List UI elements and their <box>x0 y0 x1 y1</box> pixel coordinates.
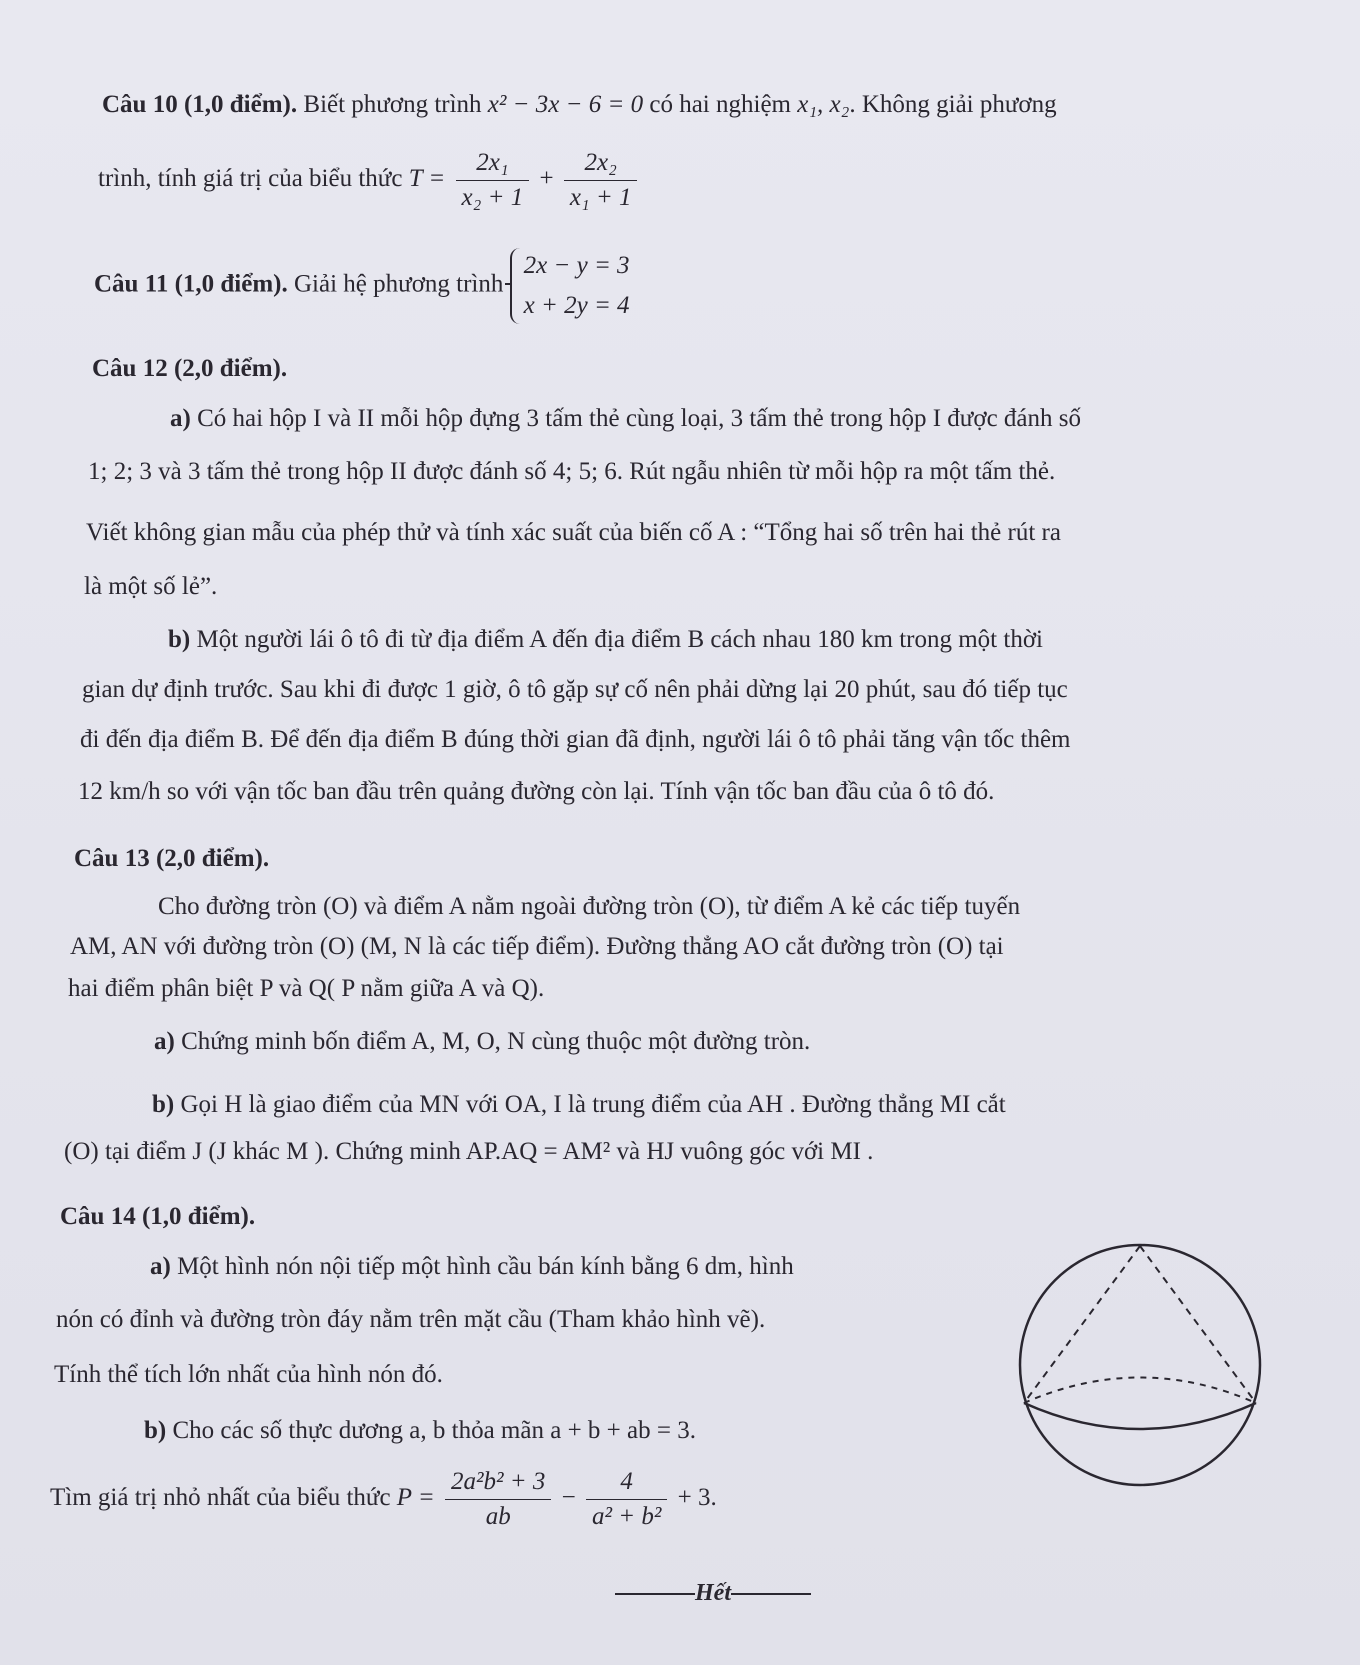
q13-a-text: Chứng minh bốn điểm A, M, O, N cùng thuộc một đường tròn. <box>181 1028 811 1055</box>
q14-a-text1: Một hình nón nội tiếp một hình cầu bán kính bằng 6 dm, hình <box>177 1253 794 1280</box>
q14-b-text1: Cho các số thực dương a, b thỏa mãn a + b + ab = 3. <box>172 1417 696 1444</box>
q10-text4: trình, tính giá trị của biểu thức <box>98 165 403 193</box>
q14-tail: + 3. <box>677 1484 717 1512</box>
q10-frac2-num: 2x₂ <box>564 146 638 181</box>
q10-roots: x₁, x₂ <box>797 91 850 118</box>
q10-equation: x² − 3x − 6 = 0 <box>487 91 644 118</box>
q13-line2: AM, AN với đường tròn (O) (M, N là các tiếp điểm). Đường thẳng AO cắt đường tròn (O) tại <box>70 933 1004 960</box>
q14-b-text2: Tìm giá trị nhỏ nhất của biểu thức <box>50 1484 391 1512</box>
cone-left-edge <box>1024 1246 1140 1403</box>
q12-a-line3: Viết không gian mẫu của phép thử và tính xác suất của biến cố A : “Tổng hai số trên hai thẻ rút ra <box>86 519 1061 546</box>
q10-line2 <box>98 146 641 215</box>
q12-a-label: a) <box>170 405 191 432</box>
q13-a-label: a) <box>154 1028 175 1055</box>
q10-fraction-2 <box>564 146 638 215</box>
end-dash-left <box>615 1593 695 1595</box>
q11-text: Giải hệ phương trình <box>294 270 504 298</box>
q10-frac1-num: 2x₁ <box>456 146 530 181</box>
q13-a-line <box>154 1025 810 1059</box>
q11-line <box>94 246 630 326</box>
cone-in-sphere-figure <box>1010 1240 1270 1490</box>
q14-expr-lhs: P = <box>396 1484 435 1512</box>
q12-b-line4: 12 km/h so với vận tốc ban đầu trên quảng đường còn lại. Tính vận tốc ban đầu của ô tô đó. <box>78 778 995 805</box>
q13-b-label: b) <box>152 1091 175 1118</box>
q13-b-line2: (O) tại điểm J (J khác M ). Chứng minh AP.AQ = AM² và HJ vuông góc với MI . <box>64 1138 874 1165</box>
q13-b-text1: Gọi H là giao điểm của MN với OA, I là trung điểm của AH . Đường thẳng MI cắt <box>180 1091 1006 1118</box>
q11-eq1: 2x − y = 3 <box>523 252 630 279</box>
q12-b-line1 <box>168 623 1043 657</box>
end-dash-right <box>731 1593 811 1595</box>
q14-a-line2: nón có đỉnh và đường tròn đáy nằm trên mặt cầu (Tham khảo hình vẽ). <box>56 1306 766 1333</box>
q12-a-line1 <box>170 402 1081 436</box>
q13-line3: hai điểm phân biệt P và Q( P nằm giữa A và Q). <box>68 975 545 1002</box>
q10-frac1-den: x₂ + 1 <box>461 184 524 211</box>
q14-minus: − <box>561 1484 576 1512</box>
q14-frac1-den: ab <box>485 1503 511 1530</box>
end-text: Hết <box>695 1580 731 1606</box>
q11-eq2: x + 2y = 4 <box>523 292 630 319</box>
q12-b-line3: đi đến địa điểm B. Để đến địa điểm B đúng thời gian đã định, người lái ô tô phải tăng vận tốc thêm <box>80 726 1071 753</box>
q10-fraction-1 <box>456 146 530 215</box>
q12-label: Câu 12 (2,0 điểm). <box>92 355 288 382</box>
q10-line1 <box>102 88 1057 122</box>
q13-line1: Cho đường tròn (O) và điểm A nằm ngoài đường tròn (O), từ điểm A kẻ các tiếp tuyến <box>158 893 1021 920</box>
q14-b-label: b) <box>144 1417 167 1444</box>
q14-b-line1 <box>144 1414 696 1448</box>
q10-plus: + <box>539 165 554 193</box>
q12-b-line2: gian dự định trước. Sau khi đi được 1 giờ, ô tô gặp sự cố nên phải dừng lại 20 phút, sau đó tiếp tục <box>82 676 1068 703</box>
cone-base-front-arc <box>1024 1403 1256 1429</box>
q12-a-line4: là một số lẻ”. <box>84 573 218 600</box>
q12-b-label: b) <box>168 626 191 653</box>
q13-label: Câu 13 (2,0 điểm). <box>74 845 270 872</box>
q10-text2: có hai nghiệm <box>649 91 791 118</box>
q14-a-line1 <box>150 1250 794 1284</box>
q12-a-line2: 1; 2; 3 và 3 tấm thẻ trong hộp II được đánh số 4; 5; 6. Rút ngẫu nhiên từ mỗi hộp ra một tấm thẻ. <box>88 458 1056 485</box>
q10-frac2-den: x₁ + 1 <box>569 184 632 211</box>
q10-expr-lhs: T = <box>408 165 446 193</box>
q14-frac1-num: 2a²b² + 3 <box>445 1465 551 1500</box>
q11-system <box>510 246 630 326</box>
cone-right-edge <box>1140 1246 1256 1403</box>
q14-b-line2 <box>50 1465 717 1534</box>
q14-label: Câu 14 (1,0 điểm). <box>60 1203 256 1230</box>
q13-b-line1 <box>152 1088 1006 1122</box>
q14-a-line3: Tính thể tích lớn nhất của hình nón đó. <box>54 1361 443 1388</box>
q14-frac2-num: 4 <box>586 1465 667 1500</box>
q10-text3: . Không giải phương <box>849 91 1057 118</box>
cone-base-back-arc <box>1024 1378 1256 1404</box>
q10-text1: Biết phương trình <box>303 91 482 118</box>
q11-label: Câu 11 (1,0 điểm). <box>94 270 288 298</box>
q12-a-text1: Có hai hộp I và II mỗi hộp đựng 3 tấm thẻ cùng loại, 3 tấm thẻ trong hộp I được đánh số <box>197 405 1081 432</box>
q12-b-text1: Một người lái ô tô đi từ địa điểm A đến địa điểm B cách nhau 180 km trong một thời <box>196 626 1043 653</box>
sphere-outline <box>1020 1245 1260 1485</box>
q14-fraction-2 <box>586 1465 667 1534</box>
q14-frac2-den: a² + b² <box>591 1503 662 1530</box>
q14-fraction-1 <box>445 1465 551 1534</box>
end-marker <box>615 1580 811 1607</box>
q14-a-label: a) <box>150 1253 171 1280</box>
brace-icon <box>510 248 522 324</box>
q10-label: Câu 10 (1,0 điểm). <box>102 91 298 118</box>
